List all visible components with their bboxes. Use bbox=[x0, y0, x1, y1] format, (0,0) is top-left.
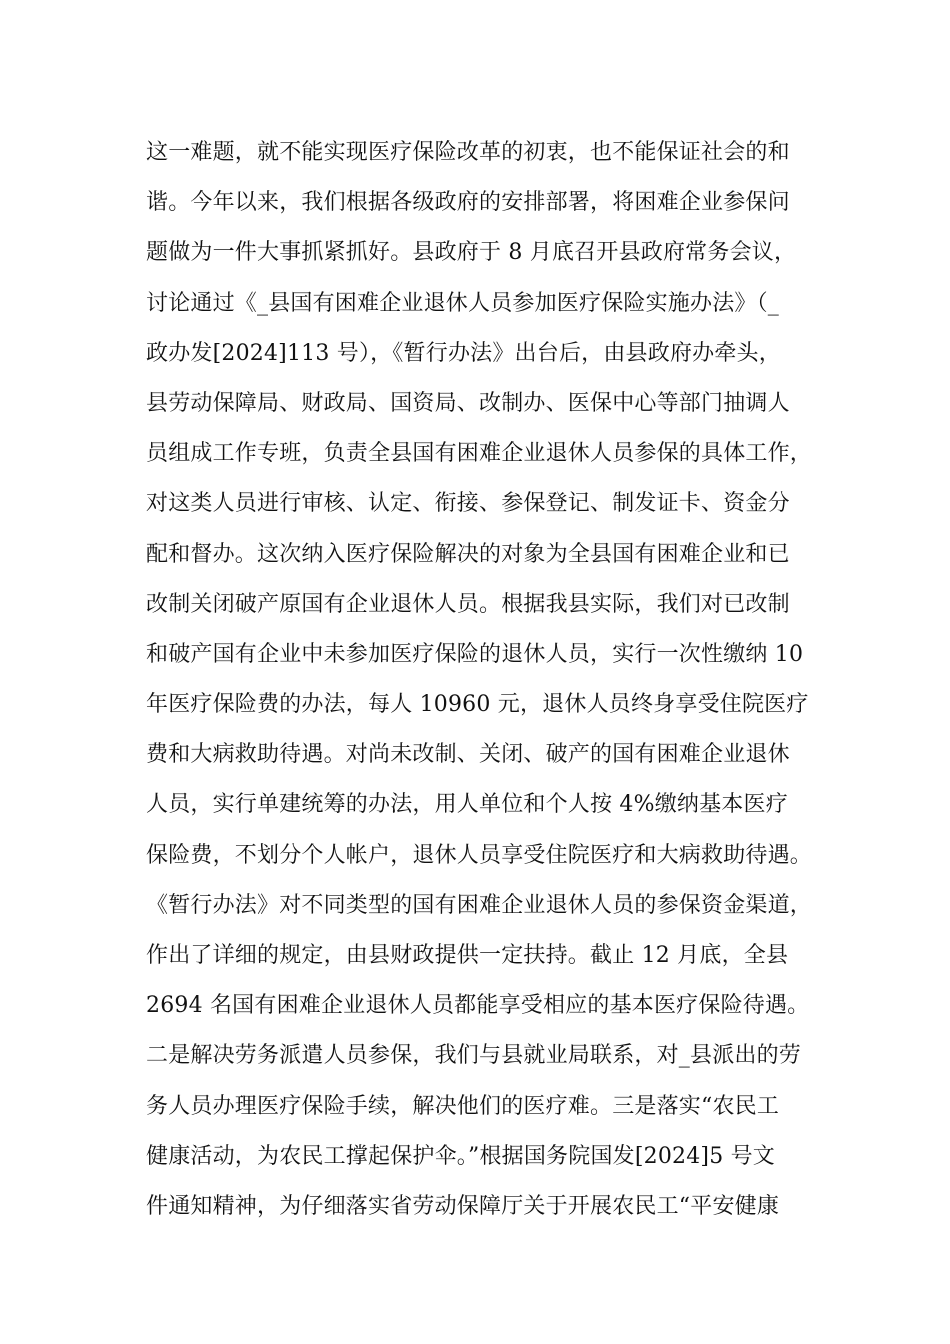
text-line: 对这类人员进行审核、认定、衔接、参保登记、制发证卡、资金分 bbox=[146, 491, 790, 517]
text-line: 政办发[2024]113 号），《暂行办法》出台后，由县政府办牵头， bbox=[146, 340, 781, 366]
text-line: 这一难题，就不能实现医疗保险改革的初衷，也不能保证社会的和 bbox=[146, 140, 790, 165]
text-line: 员组成工作专班，负责全县国有困难企业退休人员参保的具体工作， bbox=[146, 441, 813, 467]
text-line: 务人员办理医疗保险手续，解决他们的医疗难。三是落实“农民工 bbox=[146, 1093, 780, 1119]
text-line: 费和大病救助待遇。对尚未改制、关闭、破产的国有困难企业退休 bbox=[146, 742, 790, 768]
text-line: 题做为一件大事抓紧抓好。县政府于 8 月底召开县政府常务会议， bbox=[146, 240, 797, 266]
text-line: 和破产国有企业中未参加医疗保险的退休人员，实行一次性缴纳 10 bbox=[146, 641, 804, 667]
body-text bbox=[146, 128, 813, 1232]
text-line: 县劳动保障局、财政局、国资局、改制办、医保中心等部门抽调人 bbox=[146, 390, 790, 416]
text-line: 年医疗保险费的办法，每人 10960 元，退休人员终身享受住院医疗 bbox=[146, 692, 809, 718]
text-line: 件通知精神，为仔细落实省劳动保障厅关于开展农民工“平安健康 bbox=[146, 1193, 780, 1219]
text-line: 《暂行办法》对不同类型的国有困难企业退休人员的参保资金渠道， bbox=[146, 892, 813, 918]
text-line: 谐。今年以来，我们根据各级政府的安排部署，将困难企业参保问 bbox=[146, 190, 790, 216]
text-line: 2694 名国有困难企业退休人员都能享受相应的基本医疗保险待遇。 bbox=[146, 993, 810, 1019]
text-line: 健康活动，为农民工撑起保护伞。”根据国务院国发[2024]5 号文 bbox=[146, 1143, 775, 1169]
text-line: 二是解决劳务派遣人员参保，我们与县就业局联系，对_县派出的劳 bbox=[146, 1043, 802, 1069]
text-line: 配和督办。这次纳入医疗保险解决的对象为全县国有困难企业和已 bbox=[146, 541, 790, 567]
text-line: 保险费，不划分个人帐户，退休人员享受住院医疗和大病救助待遇。 bbox=[146, 842, 813, 868]
text-line: 改制关闭破产原国有企业退休人员。根据我县实际，我们对已改制 bbox=[146, 591, 790, 617]
text-line: 作出了详细的规定，由县财政提供一定扶持。截止 12 月底，全县 bbox=[146, 943, 789, 968]
text-line: 讨论通过《_县国有困难企业退休人员参加医疗保险实施办法》（_ bbox=[146, 290, 780, 316]
text-line: 人员，实行单建统筹的办法，用人单位和个人按 4%缴纳基本医疗 bbox=[146, 792, 788, 818]
